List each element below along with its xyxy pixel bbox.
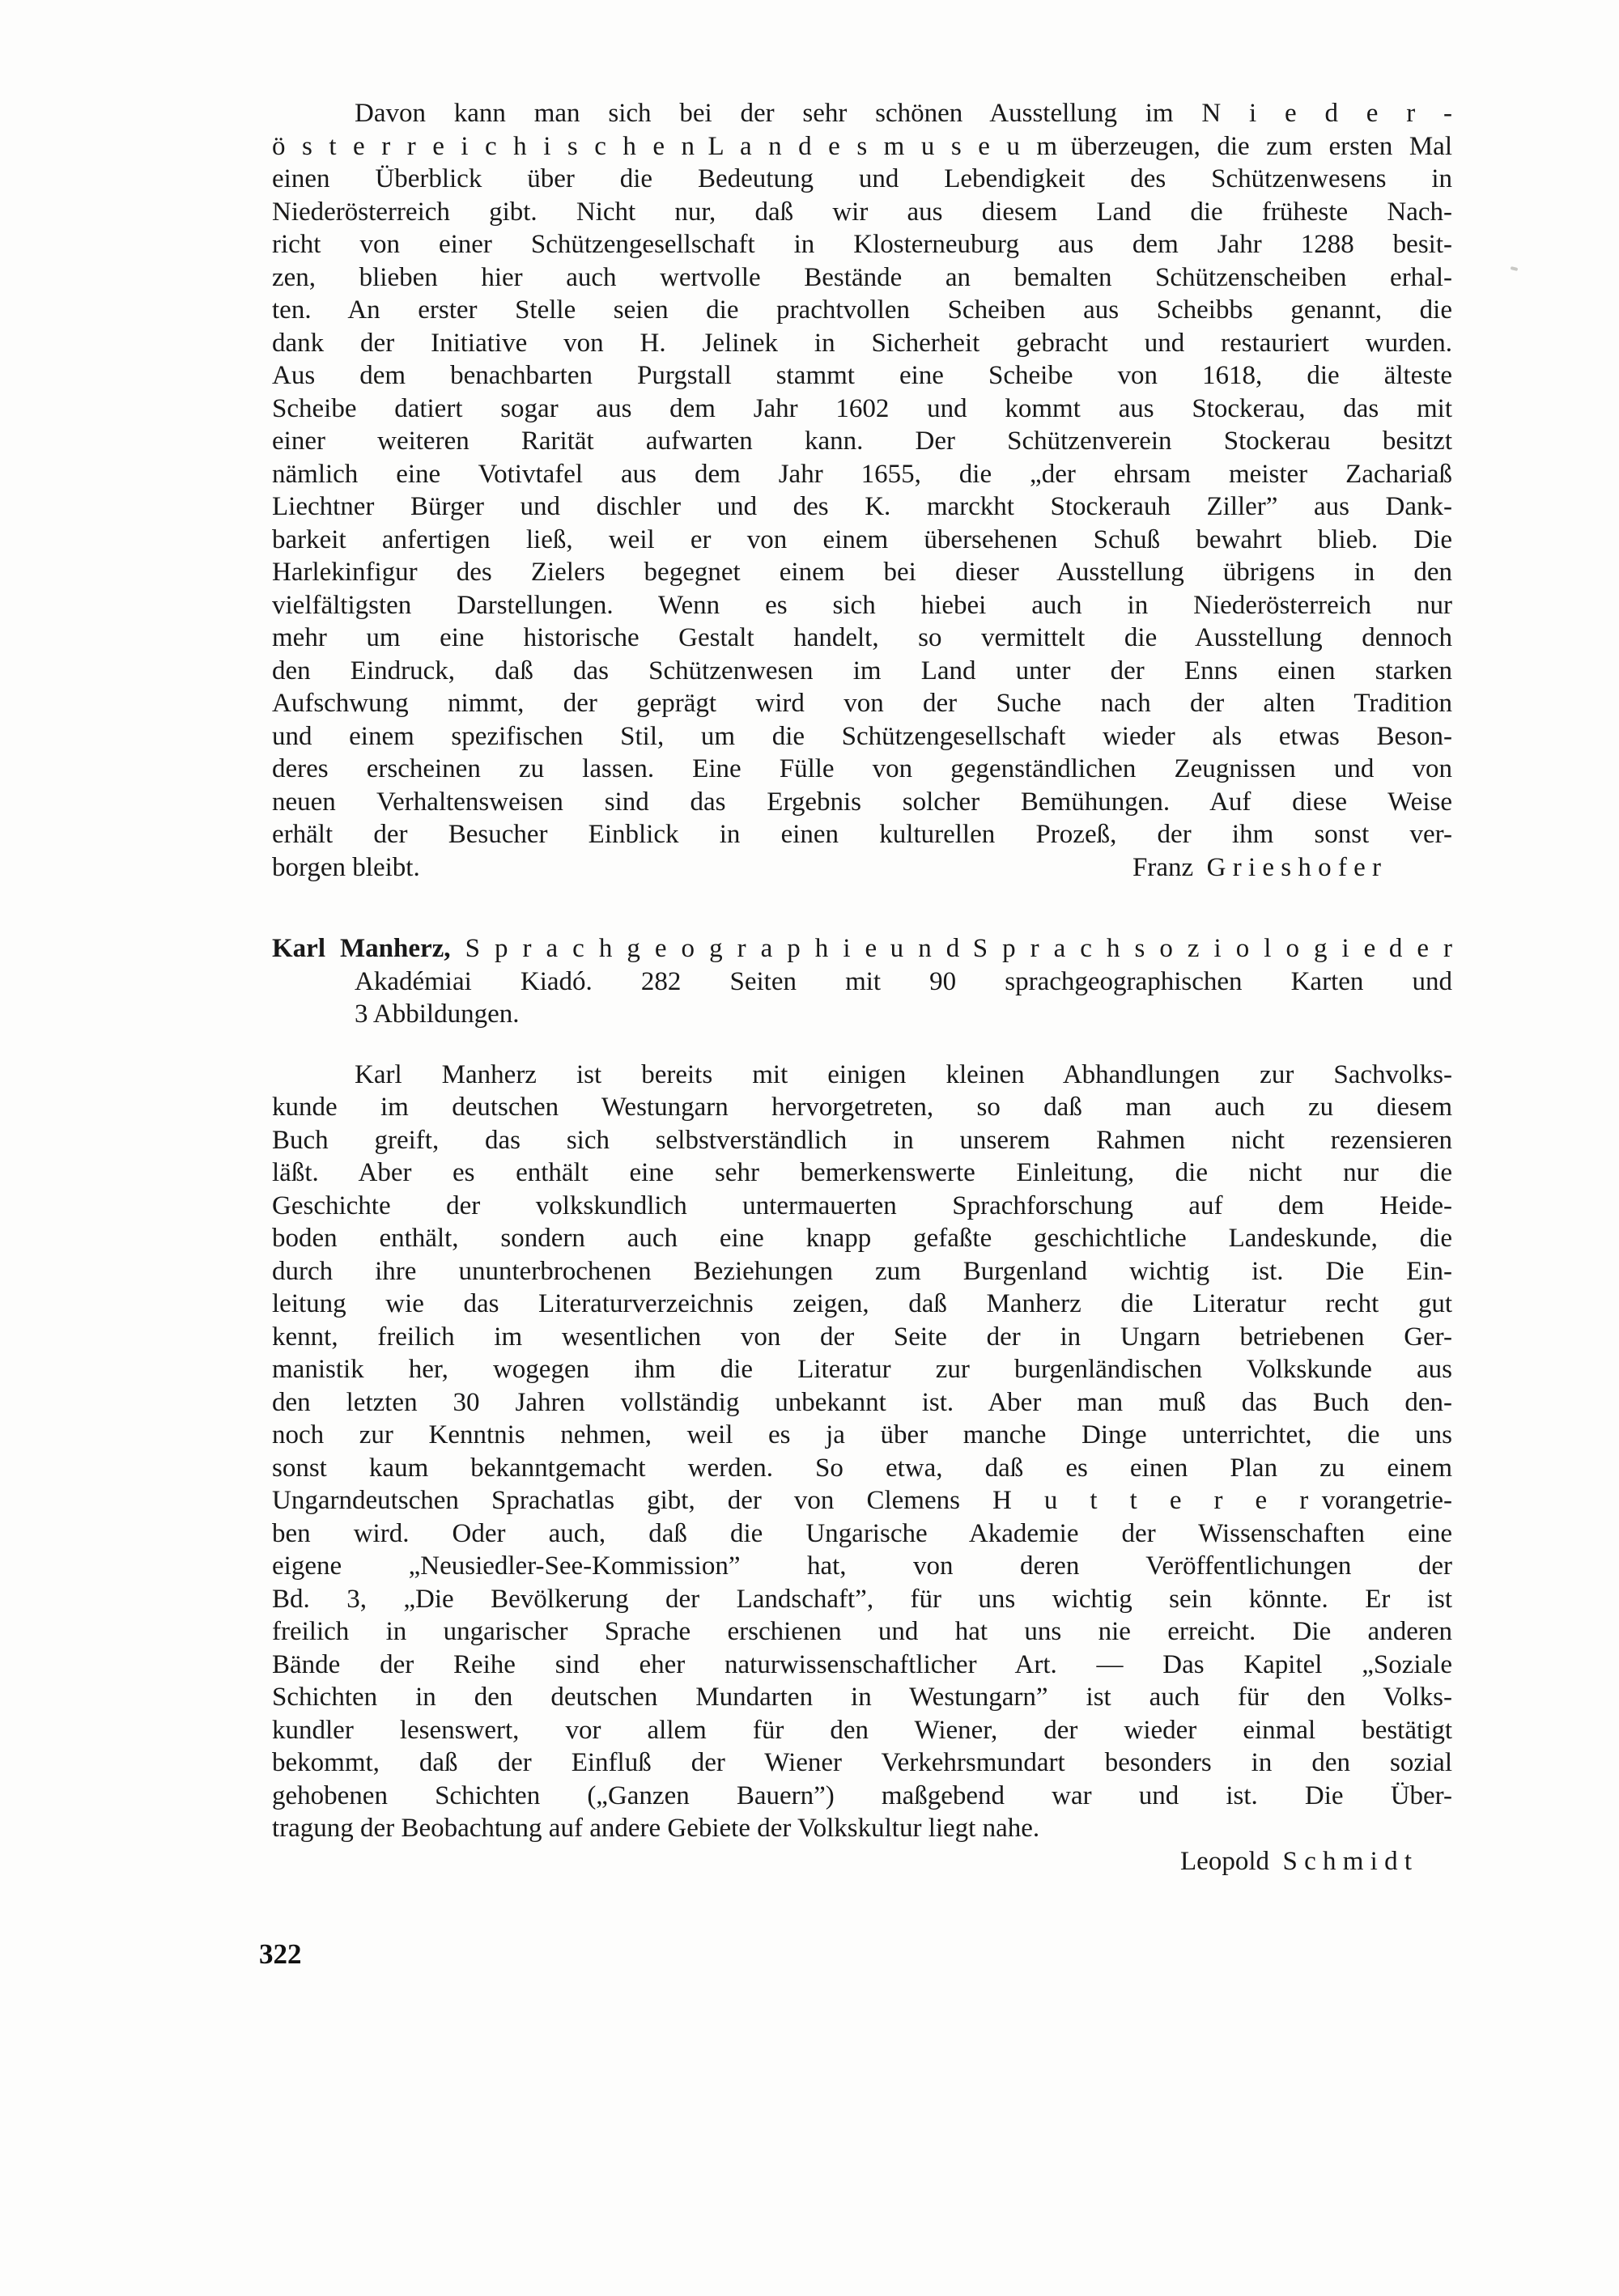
text-line: nämlich eine Votivtafel aus dem Jahr 1655, die „der ehrsam meister Zachariaß	[272, 459, 1452, 489]
text-line: ten. An erster Stelle seien die prachtvollen Scheiben aus Scheibbs genannt, die	[272, 295, 1452, 325]
text-line: Niederösterreich gibt. Nicht nur, daß wir aus diesem Land die früheste Nach-	[272, 197, 1452, 227]
text-line: kennt, freilich im wesentlichen von der Seite der in Ungarn betriebenen Ger-	[272, 1322, 1452, 1352]
text-line: richt von einer Schützengesellschaft in Klosterneuburg aus dem Jahr 1288 besit-	[272, 230, 1452, 259]
review-schuetzenwesen	[272, 97, 1452, 884]
text-line: sonst kaum bekanntgemacht werden. So etwa, daß es einen Plan zu einem	[272, 1453, 1452, 1483]
text-line: Schichten in den deutschen Mundarten in Westungarn” ist auch für den Volks-	[272, 1683, 1452, 1712]
text-line: erhält der Besucher Einblick in einen kulturellen Prozeß, der ihm sonst ver-	[272, 820, 1452, 849]
text-line: leitung wie das Literaturverzeichnis zeigen, daß Manherz die Literatur recht gut	[272, 1289, 1452, 1318]
text-line: Buch greift, das sich selbstverständlich in unserem Rahmen nicht rezensieren	[272, 1125, 1452, 1155]
text-line: Davon kann man sich bei der sehr schönen Ausstellung im N i e d e r -	[355, 99, 1452, 128]
text-line: Bände der Reihe sind eher naturwissenschaftlicher Art. — Das Kapitel „Soziale	[272, 1649, 1452, 1679]
review-manherz-body	[272, 1059, 1452, 1878]
text-line: manistik her, wogegen ihm die Literatur zur burgenländischen Volkskunde aus	[272, 1355, 1452, 1384]
heading-line: 3 Abbildungen.	[355, 999, 520, 1029]
text-line: kundler lesenswert, vor allem für den Wiener, der wieder einmal bestätigt	[272, 1715, 1452, 1745]
heading-line: Akadémiai Kiadó. 282 Seiten mit 90 sprachgeographischen Karten und	[355, 966, 1452, 996]
text-line: einer weiteren Rarität aufwarten kann. Der Schützenverein Stockerau besitzt	[272, 427, 1452, 456]
text-line: Harlekinfigur des Zielers begegnet einem bei dieser Ausstellung übrigens in den	[272, 558, 1452, 587]
review-manherz-heading	[272, 932, 1452, 1031]
text-line: noch zur Kenntnis nehmen, weil es ja über manche Dinge unterrichtet, die uns	[272, 1420, 1452, 1449]
text-line: zen, blieben hier auch wertvolle Bestände an bemalten Schützenscheiben erhal-	[272, 262, 1452, 292]
text-line: Karl Manherz ist bereits mit einigen kleinen Abhandlungen zur Sachvolks-	[355, 1059, 1452, 1089]
heading-line	[272, 932, 1452, 966]
text-line: Liechtner Bürger und dischler und des K. marckht Stockerauh Ziller” aus Dank-	[272, 492, 1452, 521]
text-line: ö s t e r r e i c h i s c h e n L a n d e s m u s e u m überzeugen, die zum ersten Mal	[272, 131, 1452, 161]
text-line: und einem spezifischen Stil, um die Schützengesellschaft wieder als etwas Beson-	[272, 721, 1452, 751]
text-line: Aufschwung nimmt, der geprägt wird von der Suche nach der alten Tradition	[272, 689, 1452, 718]
text-line: Geschichte der volkskundlich untermauerten Sprachforschung auf dem Heide-	[272, 1190, 1452, 1220]
text-line: tragung der Beobachtung auf andere Gebiete der Volkskultur liegt nahe.	[272, 1814, 1040, 1843]
text-line: Ungarndeutschen Sprachatlas gibt, der von Clemens H u t t e r e r vorangetrie-	[272, 1486, 1452, 1515]
closing-text: borgen bleibt.	[272, 852, 420, 882]
text-line: vielfältigsten Darstellungen. Wenn es sich hiebei auch in Niederösterreich nur	[272, 590, 1452, 620]
text-line: eigene „Neusiedler-See-Kommission” hat, von deren Veröffentlichungen der	[272, 1551, 1452, 1581]
book-title-spaced: S p r a c h g e o g r a p h i e u n d S p r a c h s o z i o l o g i e d e r	[465, 934, 1452, 963]
text-line: einen Überblick über die Bedeutung und Lebendigkeit des Schützenwesens in	[272, 164, 1452, 193]
book-author: Karl Manherz,	[272, 934, 451, 963]
text-line: dank der Initiative von H. Jelinek in Sicherheit gebracht und restauriert wurden.	[272, 328, 1452, 358]
text-line: Scheibe datiert sogar aus dem Jahr 1602 und kommt aus Stockerau, das mit	[272, 393, 1452, 423]
text-line: ben wird. Oder auch, daß die Ungarische Akademie der Wissenschaften eine	[272, 1518, 1452, 1548]
text-line: barkeit anfertigen ließ, weil er von einem übersehenen Schuß bewahrt blieb. Die	[272, 524, 1452, 554]
text-line: deres erscheinen zu lassen. Eine Fülle von gegenständlichen Zeugnissen und von	[272, 754, 1452, 783]
text-line: Bd. 3, „Die Bevölkerung der Landschaft”, für uns wichtig sein könnte. Er ist	[272, 1584, 1452, 1614]
review-closing-line	[272, 851, 1452, 885]
text-line: freilich in ungarischer Sprache erschienen und hat uns nie erreicht. Die anderen	[272, 1617, 1452, 1646]
text-line: den letzten 30 Jahren vollständig unbekannt ist. Aber man muß das Buch den-	[272, 1387, 1452, 1417]
text-line: bekommt, daß der Einfluß der Wiener Verkehrsmundart besonders in den sozial	[272, 1748, 1452, 1777]
text-line: neuen Verhaltensweisen sind das Ergebnis solcher Bemühungen. Auf diese Weise	[272, 787, 1452, 817]
text-column	[272, 97, 1452, 1878]
text-line: mehr um eine historische Gestalt handelt, so vermittelt die Ausstellung dennoch	[272, 623, 1452, 652]
scan-artifact	[1511, 266, 1519, 271]
text-line: Aus dem benachbarten Purgstall stammt eine Scheibe von 1618, die älteste	[272, 361, 1452, 390]
text-line: den Eindruck, daß das Schützenwesen im Land unter der Enns einen starken	[272, 656, 1452, 685]
page-number: 322	[259, 1938, 302, 1970]
reviewer-signature: Leopold S c h m i d t	[1180, 1846, 1412, 1876]
text-line: gehobenen Schichten („Ganzen Bauern”) maßgebend war und ist. Die Über-	[272, 1780, 1452, 1810]
text-line: durch ihre ununterbrochenen Beziehungen zum Burgenland wichtig ist. Die Ein-	[272, 1256, 1452, 1286]
text-line: kunde im deutschen Westungarn hervorgetreten, so daß man auch zu diesem	[272, 1093, 1452, 1122]
reviewer-signature: Franz G r i e s h o f e r	[1132, 852, 1381, 882]
text-line: läßt. Aber es enthält eine sehr bemerkenswerte Einleitung, die nicht nur die	[272, 1158, 1452, 1187]
text-line: boden enthält, sondern auch eine knapp gefaßte geschichtliche Landeskunde, die	[272, 1224, 1452, 1253]
